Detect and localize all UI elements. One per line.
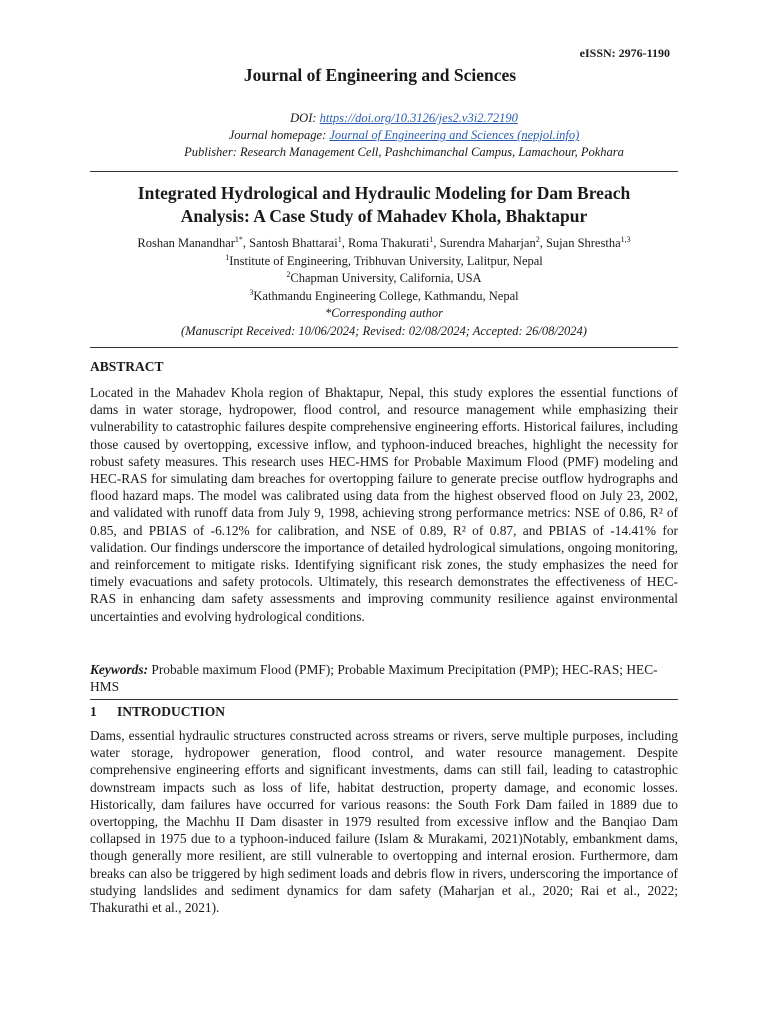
author-affiliation-mark: 2 (535, 234, 540, 244)
section-number: 1 (90, 704, 97, 719)
intro-divider (90, 699, 678, 700)
header-divider (90, 171, 678, 172)
affiliation-text: Kathmandu Engineering College, Kathmandu, Nepal (253, 288, 519, 303)
introduction-text: Dams, essential hydraulic structures constructed across streams or rivers, serve multiple purposes, including water storage, hydropower generation, flood control, and water resource management. Despite comprehensive engineering efforts and significant investments, dams can still fail, leading to catastrophic downstream impacts such as loss of life, habitat destruction, property damage, and economic losses. Historically, dam failures have occurred for various reasons: the South Fork Dam failed in 1889 due to overtopping, the Machhu II Dam disaster in 1979 resulted from excessive inflow and the Banqiao Dam collapsed in 1975 due to a typhoon-induced failure (Islam & Murakami, 2021)Notably, embankment dams, though generally more resilient, are still vulnerable to overtopping and internal erosion. Furthermore, dam breaks can also be triggered by high sediment loads and debris flow in rivers, underscoring the importance of studying landslides and sediment dynamics for dam safety (Maharjan et al., 2020; Rai et al., 2022; Thakurathi et al., 2021). (90, 728, 678, 916)
manuscript-dates: (Manuscript Received: 10/06/2024; Revised: 02/08/2024; Accepted: 26/08/2024) (181, 323, 587, 338)
affiliation-text: Institute of Engineering, Tribhuvan University, Lalitpur, Nepal (229, 253, 543, 268)
author-affiliation-mark: 1 (337, 234, 342, 244)
doi-link[interactable]: https://doi.org/10.3126/jes2.v3i2.72190 (319, 111, 518, 125)
introduction-heading (90, 704, 225, 720)
affiliation (90, 288, 678, 306)
author-name: Santosh Bhattarai (249, 236, 338, 250)
affiliation-text: Chapman University, California, USA (290, 271, 482, 285)
author-name: Surendra Maharjan (439, 236, 536, 250)
keywords-label: Keywords: (90, 662, 149, 677)
doi-line (0, 110, 768, 127)
author-name: Roshan Manandhar (137, 236, 235, 250)
corresponding-author: *Corresponding author (325, 306, 443, 320)
author-name: Roma Thakurati (347, 236, 430, 250)
affiliation (90, 270, 678, 288)
affiliation-mark: 2 (286, 269, 291, 279)
homepage-line (0, 127, 768, 144)
keywords-text: Probable maximum Flood (PMF); Probable Maximum Precipitation (PMP); HEC-RAS; HEC-HMS (90, 662, 658, 695)
publisher-line: Publisher: Research Management Cell, Pashchimanchal Campus, Lamachour, Pokhara (184, 145, 624, 159)
author-block (90, 235, 678, 340)
section-title: INTRODUCTION (117, 704, 226, 719)
paper-title-line-1: Integrated Hydrological and Hydraulic Modeling for Dam Breach (137, 183, 631, 203)
keywords (90, 661, 678, 695)
author-list: Roshan Manandhar$^{1*}$, Santosh Bhattarai$^1$, Roma Thakurati$^1$, Surendra Maharjan$^2$, Sujan Shrestha$^{1,3}$ (137, 234, 631, 250)
author-name: Sujan Shrestha (545, 236, 621, 250)
eissn: eISSN: 2976-1190 (579, 46, 670, 60)
author-affiliation-mark: 1,3 (620, 234, 631, 244)
abstract-divider (90, 347, 678, 348)
paper-title-line-2: Analysis: A Case Study of Mahadev Khola, Bhaktapur (180, 206, 588, 226)
homepage-link[interactable]: Journal of Engineering and Sciences (nepjol.info) (329, 128, 580, 142)
journal-title: Journal of Engineering and Sciences (243, 65, 517, 85)
affiliation-mark: 1 (225, 252, 230, 262)
author-affiliation-mark: 1 (429, 234, 434, 244)
homepage-label: Journal homepage: (228, 128, 330, 142)
paper-title (90, 182, 678, 228)
affiliation-mark: 3 (249, 287, 254, 297)
affiliation-list (90, 253, 678, 306)
journal-meta (0, 110, 768, 161)
author-affiliation-mark: 1* (234, 234, 243, 244)
doi-label: DOI: (290, 111, 320, 125)
affiliation (90, 253, 678, 271)
abstract-heading: ABSTRACT (90, 359, 164, 374)
abstract-text: Located in the Mahadev Khola region of Bhaktapur, Nepal, this study explores the essential functions of dams in water storage, hydropower, flood control, and resource management while emphasizing their vulnerability to catastrophic failures despite comprehensive engineering efforts. Historical failures, including those caused by overtopping, excessive inflow, and typhoon-induced breaches, highlight the necessity for robust safety measures. This research uses HEC-HMS for Probable Maximum Flood (PMF) modeling and HEC-RAS for simulating dam breaches for overtopping failure to generate precise outflow hydrographs and flood hazard maps. The model was calibrated using data from the highest observed flood on July 23, 2002, and validated with runoff data from July 9, 1998, achieving strong performance metrics: NSE of 0.86, R² of 0.85, and PBIAS of -6.12% for calibration, and NSE of 0.89, R² of 0.87, and PBIAS of -14.41% for validation. Our findings underscore the importance of detailed hydrological simulations, ongoing monitoring, and reinforcement to mitigate risks. Identifying significant risk zones, the study emphasizes the need for timely evacuations and safety protocols. Ultimately, this research demonstrates the effectiveness of HEC-RAS in enhancing dam safety assessments and improving community resilience against environmental uncertainties and evolving hydrological conditions. (90, 385, 678, 624)
